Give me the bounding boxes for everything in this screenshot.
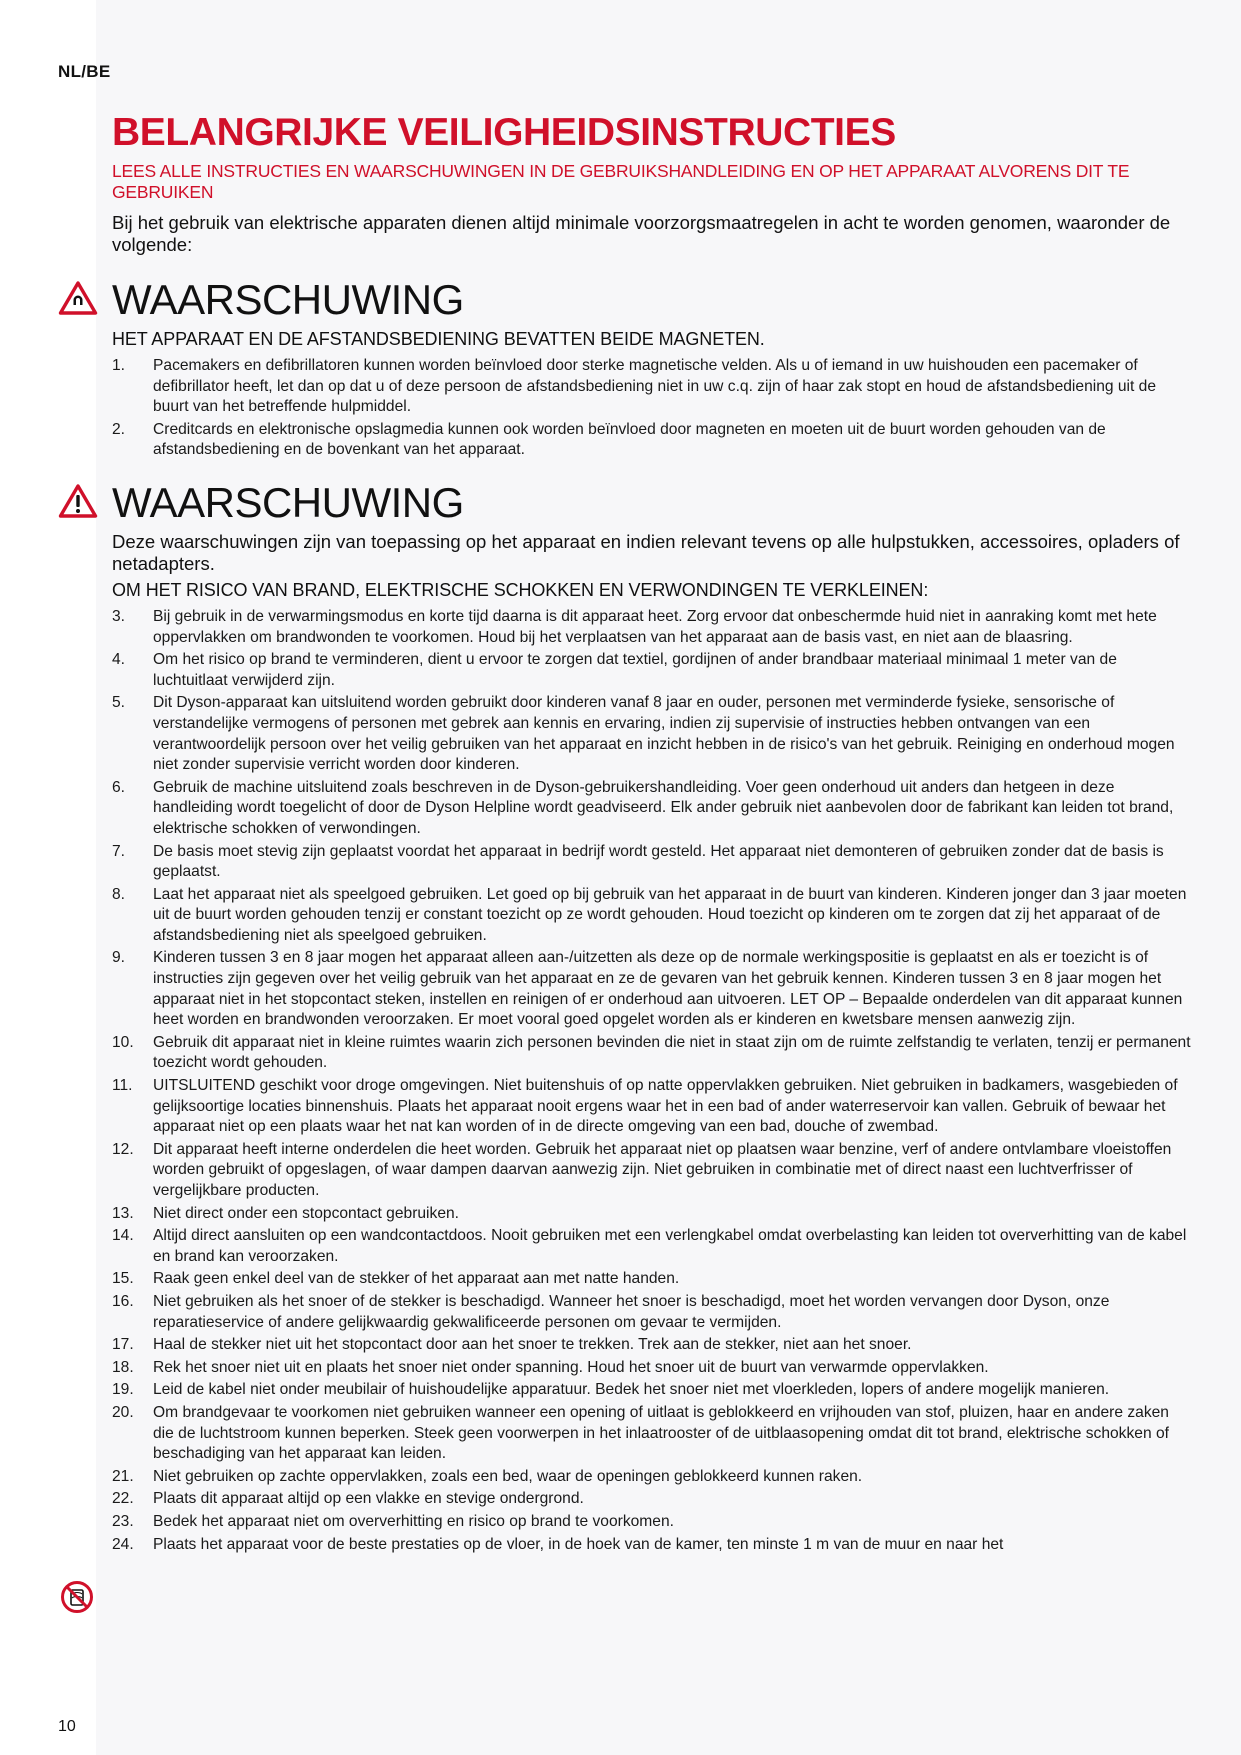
list-item — [112, 1033, 1192, 1074]
item-number: 15. — [112, 1270, 134, 1288]
item-number: 13. — [112, 1204, 134, 1222]
warning-lead: Deze waarschuwingen zijn van toepassing op het apparaat en indien relevant tevens op alle hulpstukken, accessoires, opladers of netadapters. — [112, 530, 1180, 574]
item-number: 5. — [112, 694, 126, 712]
item-number: 20. — [112, 1403, 134, 1421]
warning-section-magnets — [112, 274, 1192, 461]
item-number: 12. — [112, 1140, 134, 1158]
item-number: 9. — [112, 949, 126, 967]
list-item — [112, 650, 1192, 691]
page-number: 10 — [58, 1718, 76, 1735]
item-text: Gebruik dit apparaat niet in kleine ruimtes waarin zich personen bevinden die niet in staat zijn om de ruimte zelfstandig te verlaten, tenzij er permanent toezicht wordt gehouden. — [153, 1033, 1191, 1072]
item-text: Bedek het apparaat niet om oververhitting en risico op brand te voorkomen. — [153, 1512, 674, 1530]
item-number: 4. — [112, 651, 126, 669]
list-item — [112, 885, 1192, 947]
list-item — [112, 420, 1192, 461]
item-text: Bij gebruik in de verwarmingsmodus en korte tijd daarna is dit apparaat heet. Zorg ervoor dat onbeschermde huid niet in aanraking komt met hete oppervlakken om brandwonden te voorkomen. Houd bij het verplaatsen van het apparaat aan de basis vast, en niet aan de blaasring. — [153, 607, 1157, 646]
item-number: 14. — [112, 1227, 134, 1245]
document-body — [112, 110, 1192, 1557]
item-number: 6. — [112, 778, 126, 796]
item-text: Raak geen enkel deel van de stekker of het apparaat aan met natte handen. — [153, 1270, 680, 1288]
list-item — [112, 1269, 1192, 1290]
do-not-cover-icon — [60, 1580, 94, 1614]
item-number: 16. — [112, 1292, 134, 1310]
warning-caps: OM HET RISICO VAN BRAND, ELEKTRISCHE SCHOKKEN EN VERWONDINGEN TE VERKLEINEN: — [112, 579, 929, 600]
warning-title: WAARSCHUWING — [112, 276, 464, 323]
page-title: BELANGRIJKE VEILIGHEIDSINSTRUCTIES — [112, 111, 896, 154]
list-item — [112, 1512, 1192, 1533]
item-number: 2. — [112, 420, 126, 438]
item-text: Dit Dyson-apparaat kan uitsluitend worden gebruikt door kinderen vanaf 8 jaar en ouder, personen met verminderde fysieke, sensorische of verstandelijke vermogens of personen met gebrek aan kennis en ervaring, indien zij supervisie of instructies hebben ontvangen van een verantwoordelijk persoon over het veilig gebruiken van het apparaat en inzicht hebben in de risico's van het gebruik. Reiniging en onderhoud mogen niet zonder supervisie verricht worden door kinderen. — [153, 694, 1175, 774]
item-text: Gebruik de machine uitsluitend zoals beschreven in de Dyson-gebruikershandleiding. Voer geen onderhoud uit anders dan hetgeen in deze handleiding wordt toegelicht of door de Dyson Helpline wordt geadviseerd. Elk ander gebruik niet aanbevolen door de fabrikant kan leiden tot brand, elektrische schokken of verwondingen. — [153, 778, 1174, 837]
magnet-warning-icon — [58, 280, 98, 316]
item-number: 19. — [112, 1381, 134, 1399]
list-item — [112, 356, 1192, 418]
list-item — [112, 1292, 1192, 1333]
warning-title: WAARSCHUWING — [112, 478, 464, 526]
item-number: 24. — [112, 1535, 134, 1553]
item-number: 10. — [112, 1033, 134, 1051]
list-item — [112, 1076, 1192, 1138]
list-item — [112, 1489, 1192, 1510]
list-item — [112, 1335, 1192, 1356]
item-text: Kinderen tussen 3 en 8 jaar mogen het apparaat alleen aan-/uitzetten als deze op de normale werkingspositie is geplaatst en als er toezicht is of instructies zijn gegeven over het veilig gebruik van het apparaat en ze de gevaren van het gebruik kennen. Kinderen tussen 3 en 8 jaar mogen het apparaat niet in het stopcontact steken, instellen en reinigen of er onderhoud aan uitvoeren. LET OP – Bepaalde onderdelen van dit apparaat kunnen heet worden en brandwonden veroorzaken. Er moet vooral goed opgelet worden als er kinderen en kwetsbare mensen aanwezig zijn. — [153, 949, 1183, 1029]
list-item — [112, 1204, 1192, 1225]
item-text: Plaats het apparaat voor de beste prestaties op de vloer, in de hoek van de kamer, ten minste 1 m van de muur en naar het — [153, 1535, 1004, 1553]
item-number: 23. — [112, 1512, 134, 1530]
item-text: Rek het snoer niet uit en plaats het snoer niet onder spanning. Houd het snoer uit de buurt van verwarmde oppervlakken. — [153, 1358, 989, 1376]
item-text: Dit apparaat heeft interne onderdelen die heet worden. Gebruik het apparaat niet op plaatsen waar benzine, verf of andere ontvlambare vloeistoffen worden gebruikt of opgeslagen, of waar dampen daarvan aanwezig zijn. Niet gebruiken in combinatie met of direct naast een luchtverfrisser of vergelijkbare producten. — [153, 1140, 1172, 1199]
list-item — [112, 1380, 1192, 1401]
warning-list — [112, 356, 1192, 461]
item-number: 8. — [112, 885, 126, 903]
item-text: Om brandgevaar te voorkomen niet gebruiken wanneer een opening of uitlaat is geblokkeerd en vrijhouden van stof, pluizen, haar en andere zaken die de luchtstroom kunnen beperken. Steek geen voorwerpen in het inlaatrooster of de uitblaasopening omdat dit tot brand, elektrische schokken of beschadiging van het apparaat kan leiden. — [153, 1403, 1169, 1463]
list-item — [112, 693, 1192, 775]
intro-text: Bij het gebruik van elektrische apparaten dienen altijd minimale voorzorgsmaatregelen in acht te worden genomen, waaronder de volgende: — [112, 212, 1171, 255]
list-item — [112, 1226, 1192, 1267]
list-item — [112, 607, 1192, 648]
item-text: Pacemakers en defibrillatoren kunnen worden beïnvloed door sterke magnetische velden. Als u of iemand in uw huishouden een pacemaker of defibrillator heeft, let dan op dat u of deze persoon de afstandsbediening niet in uw c.q. zijn of haar zak stopt en houd de afstandsbediening uit de buurt van het betreffende hulpmiddel. — [153, 357, 1157, 416]
list-item — [112, 1358, 1192, 1379]
item-number: 22. — [112, 1490, 134, 1508]
item-text: Plaats dit apparaat altijd op een vlakke en stevige ondergrond. — [153, 1490, 584, 1508]
list-item — [112, 842, 1192, 883]
item-number: 3. — [112, 607, 126, 625]
item-number: 11. — [112, 1077, 133, 1095]
page-subtitle: LEES ALLE INSTRUCTIES EN WAARSCHUWINGEN IN DE GEBRUIKSHANDLEIDING EN OP HET APPARAAT ALVORENS DIT TE GEBRUIKEN — [112, 161, 1130, 202]
item-text: Altijd direct aansluiten op een wandcontactdoos. Nooit gebruiken met een verlengkabel omdat overbelasting kan leiden tot oververhitting van de kabel en brand kan veroorzaken. — [153, 1227, 1187, 1265]
item-text: Niet gebruiken als het snoer of de stekker is beschadigd. Wanneer het snoer is beschadigd, moet het worden vervangen door Dyson, onze reparatieservice of andere gelijkwaardig gekwalificeerde personen om gevaar te vermijden. — [153, 1292, 1110, 1331]
list-item — [112, 1140, 1192, 1202]
list-item — [112, 778, 1192, 840]
item-number: 17. — [112, 1336, 134, 1354]
item-number: 1. — [112, 357, 126, 374]
list-item — [112, 948, 1192, 1030]
item-text: Leid de kabel niet onder meubilair of huishoudelijke apparatuur. Bedek het snoer niet met vloerkleden, lopers of andere mogelijk manieren. — [153, 1381, 1110, 1399]
item-text: De basis moet stevig zijn geplaatst voordat het apparaat in bedrijf wordt gesteld. Het apparaat niet demonteren of gebruiken zonder dat de basis is geplaatst. — [153, 842, 1164, 881]
warning-lead: HET APPARAAT EN DE AFSTANDSBEDIENING BEVATTEN BEIDE MAGNETEN. — [112, 329, 765, 349]
list-item — [112, 1403, 1192, 1465]
item-number: 21. — [112, 1467, 134, 1485]
item-text: UITSLUITEND geschikt voor droge omgevingen. Niet buitenshuis of op natte oppervlakken gebruiken. Niet gebruiken in badkamers, wasgebieden of gelijksoortige locaties binnenshuis. Plaats het apparaat nooit ergens waar het in een bad of ander waterreservoir kan vallen. Gebruik of bewaar het apparaat niet op een plaats waar het nat kan worden of in de directe omgeving van een bad, douche of zwembad. — [153, 1077, 1178, 1136]
warning-heading — [112, 477, 1192, 531]
item-text: Niet gebruiken op zachte oppervlakken, zoals een bed, waar de openingen geblokkeerd kunnen raken. — [153, 1467, 863, 1485]
general-warning-icon — [58, 483, 98, 519]
item-text: Creditcards en elektronische opslagmedia kunnen ook worden beïnvloed door magneten en moeten uit de buurt worden gehouden van de afstandsbediening en de bovenkant van het apparaat. — [153, 420, 1106, 459]
warning-section-general — [112, 477, 1192, 1555]
item-text: Haal de stekker niet uit het stopcontact door aan het snoer te trekken. Trek aan de stekker, niet aan het snoer. — [153, 1336, 912, 1354]
item-text: Laat het apparaat niet als speelgoed gebruiken. Let goed op bij gebruik van het apparaat in de buurt van kinderen. Kinderen jonger dan 3 jaar moeten uit de buurt worden gehouden tenzij er constant toezicht op ze wordt gehouden. Houd toezicht op kinderen om te zorgen dat zij het apparaat of de afstandsbediening niet als speelgoed gebruiken. — [153, 885, 1187, 944]
warning-heading — [112, 274, 1192, 328]
item-number: 7. — [112, 842, 126, 860]
item-text: Niet direct onder een stopcontact gebruiken. — [153, 1204, 459, 1222]
item-text: Om het risico op brand te verminderen, dient u ervoor te zorgen dat textiel, gordijnen of ander brandbaar materiaal minimaal 1 meter van de luchtuitlaat verwijderd zijn. — [153, 651, 1117, 689]
list-item — [112, 1535, 1192, 1556]
warning-list — [112, 607, 1192, 1555]
language-code: NL/BE — [58, 62, 111, 81]
list-item — [112, 1467, 1192, 1488]
item-number: 18. — [112, 1358, 134, 1376]
